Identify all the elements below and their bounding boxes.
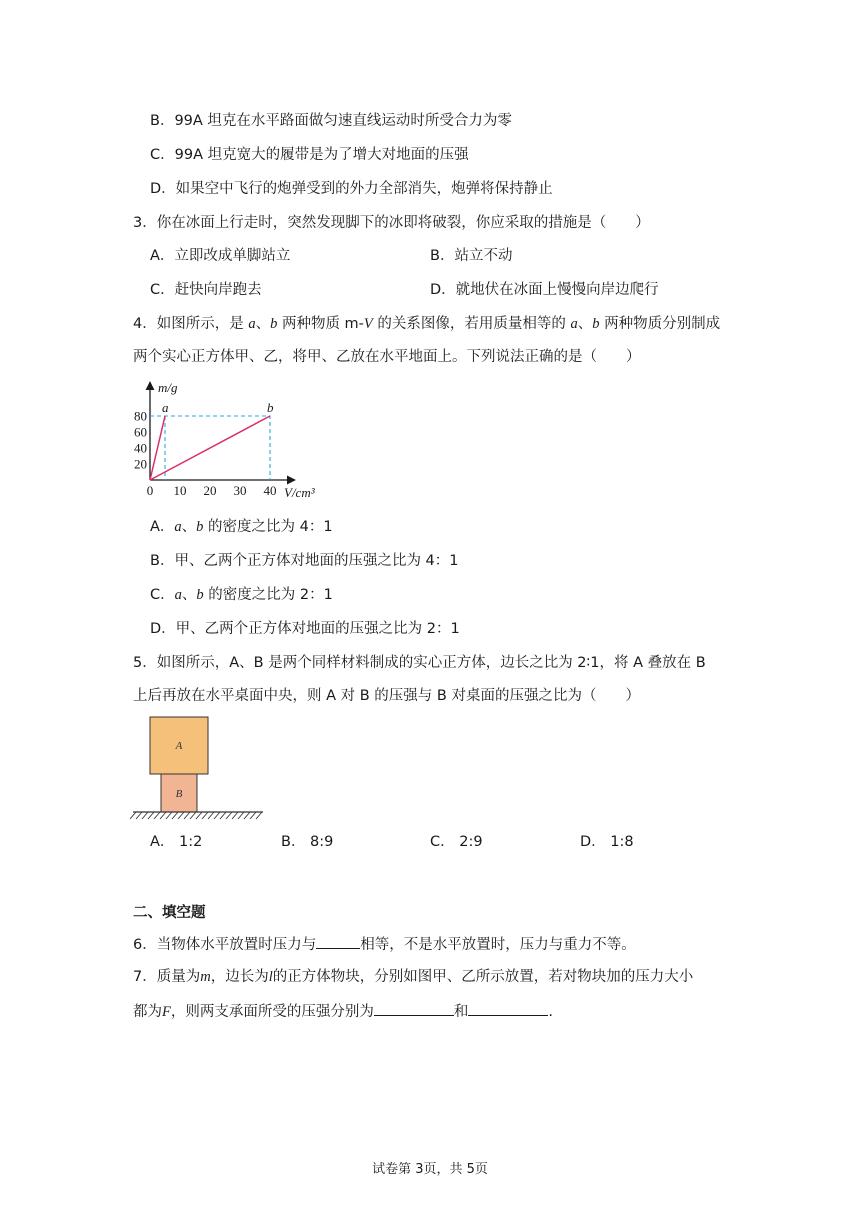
y-tick-label: 40 [134, 440, 147, 456]
series-label-b: b [267, 400, 274, 415]
q4-option-a [150, 517, 333, 537]
y-tick-label: 20 [134, 456, 147, 472]
q7-blank-1[interactable] [374, 1001, 454, 1016]
q5-option-a: A． 1:2 [150, 834, 203, 850]
q4-sep: 、 [181, 519, 197, 535]
series-line-a [150, 416, 165, 480]
table-hatch [202, 812, 208, 819]
block-a-label: A [175, 740, 183, 752]
table-hatch [190, 812, 196, 819]
m-v-chart [128, 378, 338, 502]
q6 [133, 934, 636, 955]
q4-var-b: b [196, 587, 204, 603]
table-hatch [196, 812, 202, 819]
q4-sep: 、 [255, 316, 271, 332]
y-axis-label: m/g [158, 380, 178, 395]
q7-text: 和 [453, 1004, 469, 1020]
q7-blank-2[interactable] [468, 1001, 548, 1016]
q6-text: 相等，不是水平放置时，压力与重力不等。 [360, 937, 636, 953]
q4-var-b: b [196, 519, 204, 535]
q7-var-l: l [268, 969, 273, 985]
table-hatch [172, 812, 178, 819]
q4-var-v: V [363, 316, 373, 332]
table-hatch [238, 812, 244, 819]
q2-option-b: B．99A 坦克在水平路面做匀速直线运动时所受合力为零 [150, 113, 512, 129]
q7-line2 [133, 1001, 553, 1022]
q3-option-c: C．赶快向岸跑去 [150, 282, 262, 298]
q2-option-d: D．如果空中飞行的炮弹受到的外力全部消失，炮弹将保持静止 [150, 181, 553, 197]
q4-text: 两种物质 m- [277, 316, 364, 332]
y-tick-label: 60 [134, 424, 147, 440]
table-hatch [184, 812, 190, 819]
q3-option-b: B．站立不动 [430, 248, 513, 264]
q7-text: ，边长为 [210, 969, 269, 985]
series-label-a: a [162, 400, 169, 415]
x-tick-label: 10 [173, 483, 187, 498]
q5-option-b: B． 8:9 [281, 834, 334, 850]
q7-var-m: m [200, 969, 211, 985]
q6-text: 6．当物体水平放置时压力与 [133, 937, 317, 953]
q7-text: 都为 [133, 1004, 162, 1020]
y-tick-label: 80 [134, 408, 147, 424]
q4-sep: 、 [577, 316, 593, 332]
block-b-label: B [175, 788, 183, 800]
q7-text: ，则两支承面所受的压强分别为 [170, 1004, 374, 1020]
q4-var-a: a [174, 587, 182, 603]
q4-var-b: b [592, 316, 600, 332]
table-hatch [148, 812, 154, 819]
q3-option-d: D．就地伏在冰面上慢慢向岸边爬行 [430, 282, 659, 298]
table-hatch [154, 812, 160, 819]
table-hatch [226, 812, 232, 819]
x-tick-label: 40 [263, 483, 277, 498]
table-hatch [256, 812, 262, 819]
q7-line1 [133, 967, 693, 987]
table-hatch [142, 812, 148, 819]
q5-option-d: D． 1:8 [580, 834, 634, 850]
q4-stem-line2: 两个实心正方体甲、乙，将甲、乙放在水平地面上。下列说法正确的是（ ） [133, 349, 641, 365]
table-hatch [166, 812, 172, 819]
stacked-blocks-figure [130, 712, 270, 824]
q4-opt-text: 的密度之比为 4：1 [203, 519, 333, 535]
table-hatch [244, 812, 250, 819]
table-hatch [208, 812, 214, 819]
x-tick-label: 20 [203, 483, 217, 498]
page-footer: 试卷第 3页，共 5页 [372, 1162, 488, 1177]
q3-option-a: A．立即改成单脚站立 [150, 248, 291, 264]
q4-opt-text: 的密度之比为 2：1 [203, 587, 333, 603]
table-hatch [136, 812, 142, 819]
q4-var-a: a [248, 316, 256, 332]
q4-var-a: a [570, 316, 578, 332]
q4-option-d: D．甲、乙两个正方体对地面的压强之比为 2：1 [150, 621, 460, 637]
q4-opt-label: C． [150, 587, 175, 603]
q4-opt-label: A． [150, 519, 175, 535]
q7-text: 7．质量为 [133, 969, 201, 985]
q5-option-c: C． 2:9 [430, 834, 483, 850]
table-hatch [232, 812, 238, 819]
table-hatch [130, 812, 136, 819]
q4-option-b: B．甲、乙两个正方体对地面的压强之比为 4：1 [150, 553, 459, 569]
q7-text: . [548, 1004, 553, 1020]
table-hatch [178, 812, 184, 819]
q5-stem-line1: 5．如图所示，A、B 是两个同样材料制成的实心正方体，边长之比为 2∶1，将 A 叠放在 B [133, 655, 706, 671]
q7-var-f: F [162, 1004, 171, 1020]
x-tick-label: 30 [233, 483, 247, 498]
q6-blank[interactable] [316, 934, 360, 949]
q5-stem-line2: 上后再放在水平桌面中央，则 A 对 B 的压强与 B 对桌面的压强之比为（ ） [133, 688, 640, 704]
x-tick-label: 0 [146, 483, 154, 498]
q7-text: 的正方体物块，分别如图甲、乙所示放置，若对物块加的压力大小 [272, 969, 694, 985]
q4-stem-line1 [133, 314, 720, 334]
q4-sep: 、 [181, 587, 197, 603]
q4-text: 4．如图所示，是 [133, 316, 249, 332]
q4-var-a: a [174, 519, 182, 535]
q4-text: 两种物质分别制成 [599, 316, 721, 332]
q4-var-b: b [270, 316, 278, 332]
table-hatch [220, 812, 226, 819]
series-line-b [150, 416, 270, 480]
q2-option-c: C．99A 坦克宽大的履带是为了增大对地面的压强 [150, 147, 469, 163]
table-hatch [250, 812, 256, 819]
q4-option-c [150, 585, 333, 605]
section-title: 二、填空题 [133, 905, 206, 921]
q4-text: 的关系图像，若用质量相等的 [372, 316, 571, 332]
x-axis-label: V/cm³ [284, 485, 315, 500]
table-hatch [214, 812, 220, 819]
q3-stem: 3．你在冰面上行走时，突然发现脚下的冰即将破裂，你应采取的措施是（ ） [133, 215, 650, 231]
table-hatch [160, 812, 166, 819]
